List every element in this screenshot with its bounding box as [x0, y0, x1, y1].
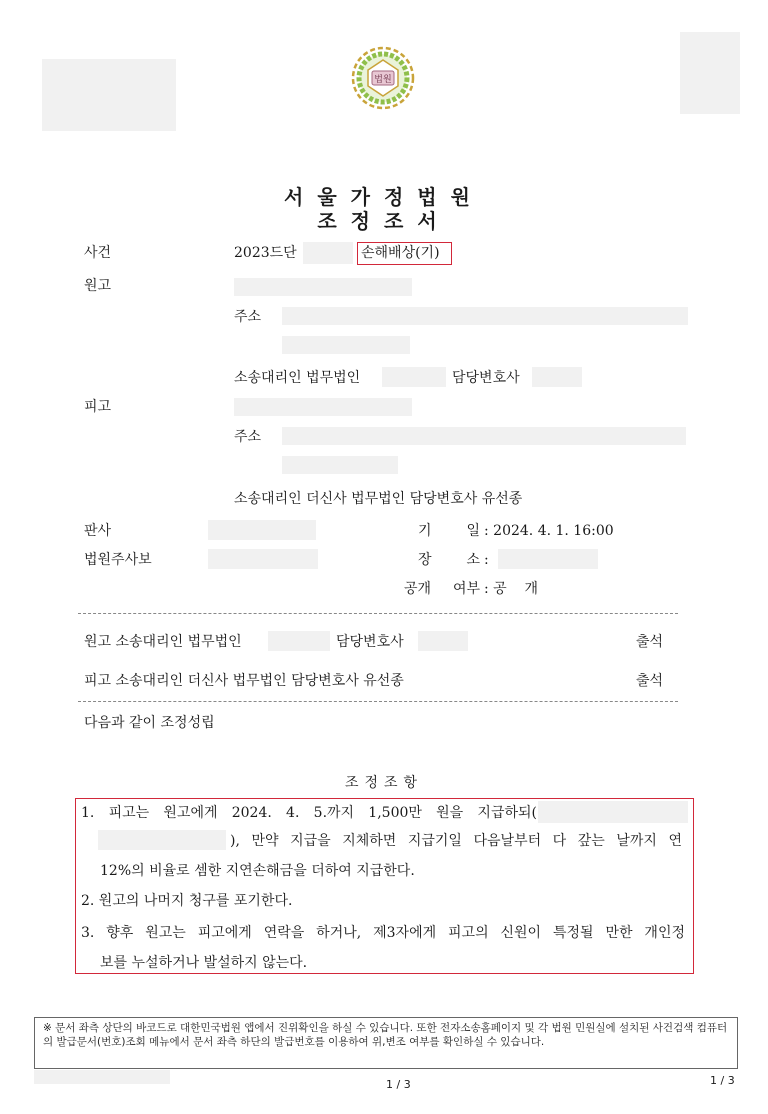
session-date-label: 기 일: [418, 523, 480, 539]
document-type-title: 조정조서: [317, 209, 451, 233]
session-public-value: : 공 개: [484, 581, 539, 597]
term-item-3-line-2: 보를 누설하거나 발설하지 않는다.: [100, 955, 308, 971]
defendant-address-redacted: [282, 427, 686, 445]
court-title: 서울가정법원: [284, 185, 484, 209]
plaintiff-firm-redacted: [382, 367, 446, 387]
mediation-result: 다음과 같이 조정성립: [84, 715, 215, 731]
attendance-plaintiff-lawyer-redacted: [418, 631, 468, 651]
clerk-label: 법원주사보: [84, 552, 152, 568]
session-place-label: 장 소: [418, 552, 480, 568]
session-place-value: :: [484, 552, 489, 568]
defendant-address2-redacted: [282, 456, 398, 474]
judge-label: 판사: [84, 523, 112, 539]
attendance-plaintiff-prefix: 원고 소송대리인 법무법인: [84, 634, 242, 650]
term-item-3-line-1: 3. 향후 원고는 피고에게 연락을 하거나, 제3자에게 피고의 신원이 특정될 만한 개인정: [81, 925, 685, 941]
attendance-defendant-line: 피고 소송대리인 더신사 법무법인 담당변호사 유선종: [84, 673, 404, 689]
attendance-plaintiff-status: 출석: [636, 634, 664, 650]
attendance-plaintiff-lawyer: 담당변호사: [336, 634, 404, 650]
session-public-label: 공개 여부: [404, 581, 480, 597]
session-date-value: : 2024. 4. 1. 16:00: [484, 523, 614, 539]
seal-text: 법원: [374, 75, 392, 85]
term-item-1-line-2: ), 만약 지급을 지체하면 지급기일 다음날부터 다 갚는 날까지 연: [230, 833, 682, 849]
case-number-redacted: [303, 242, 353, 264]
judge-name-redacted: [208, 520, 316, 540]
plaintiff-label: 원고: [84, 278, 112, 294]
verification-notice: ※ 문서 좌측 상단의 바코드로 대한민국법원 앱에서 진위확인을 하실 수 있습니다. 또한 전자소송홈페이지 및 각 법원 민원실에 설치된 사건검색 컴퓨터의 발급문서(번호)조회 메뉴에서 문서 좌측 하단의 발급번호를 이용하여 위,변조 여부를 확인하실 수 있습니다.: [34, 1017, 738, 1069]
plaintiff-lawyer-redacted: [532, 367, 582, 387]
attendance-defendant-status: 출석: [636, 673, 664, 689]
attendance-plaintiff-firm-redacted: [268, 631, 330, 651]
term-item-1-redacted-2: [98, 830, 226, 850]
session-place-redacted: [498, 549, 598, 569]
plaintiff-address-label: 주소: [234, 309, 262, 325]
defendant-address-label: 주소: [234, 429, 262, 445]
plaintiff-address-redacted: [282, 307, 688, 325]
plaintiff-address2-redacted: [282, 336, 410, 354]
case-name: 손해배상(기): [361, 245, 440, 261]
court-seal-icon: [350, 44, 416, 112]
defendant-agent-line: 소송대리인 더신사 법무법인 담당변호사 유선종: [234, 491, 523, 507]
terms-highlight-box: [75, 798, 694, 974]
issue-number-redacted: [34, 1070, 170, 1084]
term-item-1-line-3: 12%의 비율로 셈한 지연손해금을 더하여 지급한다.: [100, 863, 415, 879]
case-number: 2023드단: [234, 245, 297, 261]
terms-heading: 조정조항: [344, 775, 424, 791]
plaintiff-agent-lawyer-label: 담당변호사: [452, 370, 520, 386]
term-item-1-redacted: [538, 801, 688, 823]
clerk-name-redacted: [208, 549, 318, 569]
plaintiff-agent-prefix: 소송대리인 법무법인: [234, 370, 361, 386]
corner-mark-redacted: [680, 32, 740, 114]
barcode-redacted: [42, 59, 176, 131]
page-number-right: 1 / 3: [710, 1074, 735, 1087]
plaintiff-name-redacted: [234, 278, 412, 296]
page-number-center: 1 / 3: [386, 1078, 411, 1091]
separator-line: [78, 701, 678, 702]
separator-line: [78, 613, 678, 614]
term-item-2: 2. 원고의 나머지 청구를 포기한다.: [81, 893, 293, 909]
defendant-name-redacted: [234, 398, 412, 416]
defendant-label: 피고: [84, 399, 112, 415]
term-item-1-line-1: 1. 피고는 원고에게 2024. 4. 5.까지 1,500만 원을 지급하되(: [81, 805, 537, 821]
case-label: 사건: [84, 245, 112, 261]
